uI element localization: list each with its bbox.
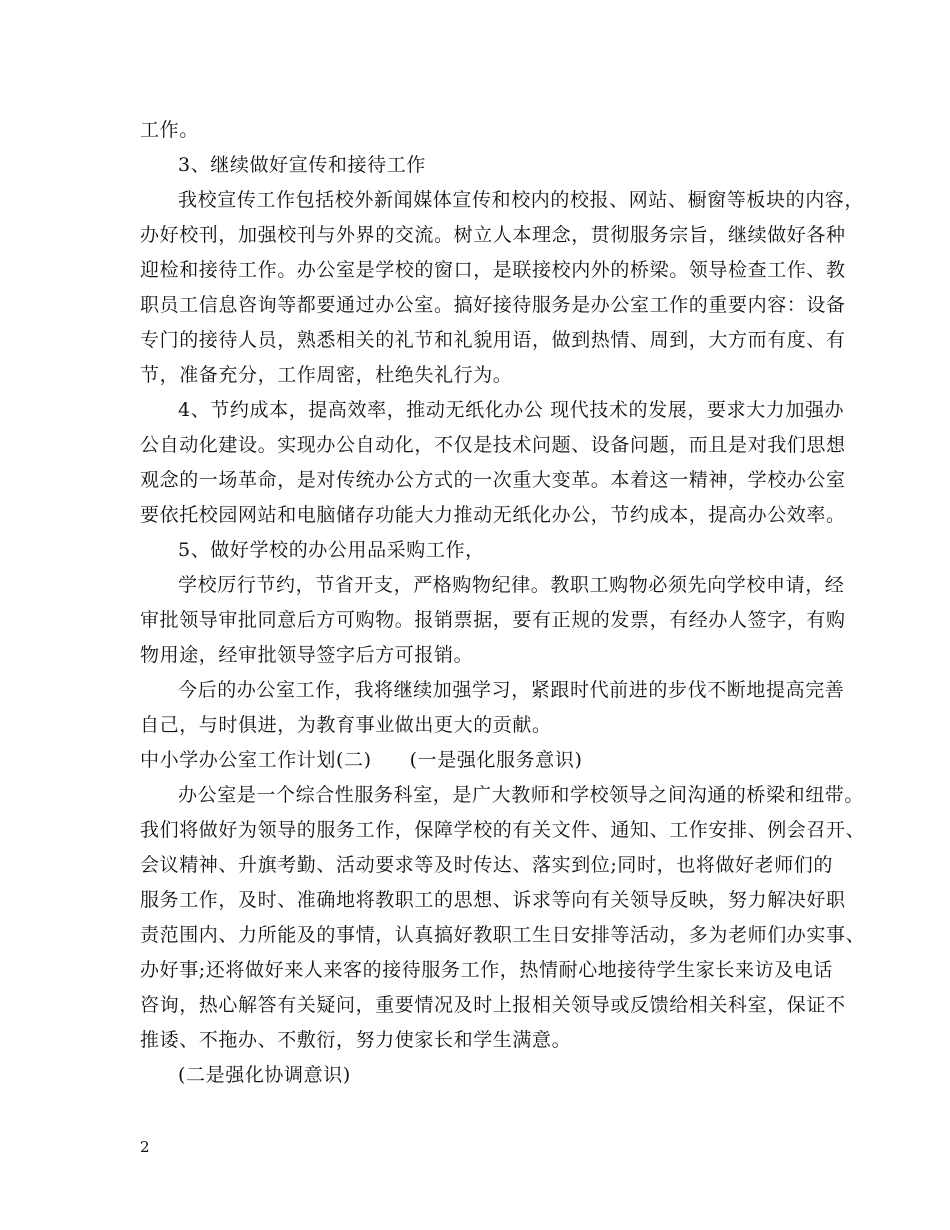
- text-line: 5、做好学校的办公用品采购工作，: [178, 539, 485, 561]
- document-body-part2: [140, 778, 866, 1093]
- document-page: [140, 113, 866, 1093]
- text-line: 我校宣传工作包括校外新闻媒体宣传和校内的校报、网站、橱窗等板块的内容，: [178, 189, 865, 211]
- text-line: 办公室是一个综合性服务科室，是广大教师和学校领导之间沟通的桥梁和纽带。: [178, 784, 865, 806]
- text-line: 专门的接待人员，熟悉相关的礼节和礼貌用语，做到热情、周到，大方而有度、有: [140, 329, 846, 351]
- text-line: 咨询，热心解答有关疑问，重要情况及时上报相关领导或反馈给相关科室，保证不: [140, 994, 846, 1016]
- text-line: 学校厉行节约，节省开支，严格购物纪律。教职工购物必须先向学校申请，经: [178, 574, 845, 596]
- text-line: 责范围内、力所能及的事情，认真搞好教职工生日安排等活动，多为老师们办实事、: [140, 924, 866, 946]
- text-line: 公自动化建设。实现办公自动化，不仅是技术问题、设备问题，而且是对我们思想: [140, 434, 846, 456]
- text-line: 要依托校园网站和电脑储存功能大力推动无纸化办公，节约成本，提高办公效率。: [140, 504, 846, 526]
- text-line: 我们将做好为领导的服务工作，保障学校的有关文件、通知、工作安排、例会召开、: [140, 819, 866, 841]
- text-line: 自己，与时俱进，为教育事业做出更大的贡献。: [140, 714, 552, 736]
- text-line: 物用途，经审批领导签字后方可报销。: [140, 644, 474, 666]
- text-line: 办好校刊，加强校刊与外界的交流。树立人本理念，贯彻服务宗旨，继续做好各种: [140, 224, 846, 246]
- text-line: 办好事;还将做好来人来客的接待服务工作，热情耐心地接待学生家长来访及电话: [140, 959, 834, 981]
- section-heading: [140, 743, 812, 778]
- text-line: 今后的办公室工作，我将继续加强学习，紧跟时代前进的步伐不断地提高完善: [178, 679, 845, 701]
- text-line: (二是强化协调意识): [178, 1064, 351, 1086]
- text-line: 4、节约成本，提高效率，推动无纸化办公 现代技术的发展，要求大力加强办: [178, 399, 845, 421]
- heading-subtitle: (一是强化服务意识): [409, 749, 583, 771]
- text-line: 服务工作，及时、准确地将教职工的思想、诉求等向有关领导反映，努力解决好职: [140, 889, 846, 911]
- text-line: 会议精神、升旗考勤、活动要求等及时传达、落实到位;同时，也将做好老师们的: [140, 854, 834, 876]
- heading-title: 中小学办公室工作计划(二): [140, 749, 372, 771]
- text-line: 工作。: [140, 119, 199, 141]
- text-line: 职员工信息咨询等都要通过办公室。搞好接待服务是办公室工作的重要内容：设备: [140, 294, 846, 316]
- text-line: 审批领导审批同意后方可购物。报销票据，要有正规的发票，有经办人签字，有购: [140, 609, 846, 631]
- text-line: 3、继续做好宣传和接待工作: [178, 154, 426, 176]
- page-number: 2: [140, 1138, 150, 1156]
- text-line: 推诿、不拖办、不敷衍，努力使家长和学生满意。: [140, 1029, 572, 1051]
- document-body-part1: [140, 113, 865, 743]
- text-line: 迎检和接待工作。办公室是学校的窗口，是联接校内外的桥梁。领导检查工作、教: [140, 259, 846, 281]
- text-line: 观念的一场革命，是对传统办公方式的一次重大变革。本着这一精神，学校办公室: [140, 469, 846, 491]
- text-line: 节，准备充分，工作周密，杜绝失礼行为。: [140, 364, 513, 386]
